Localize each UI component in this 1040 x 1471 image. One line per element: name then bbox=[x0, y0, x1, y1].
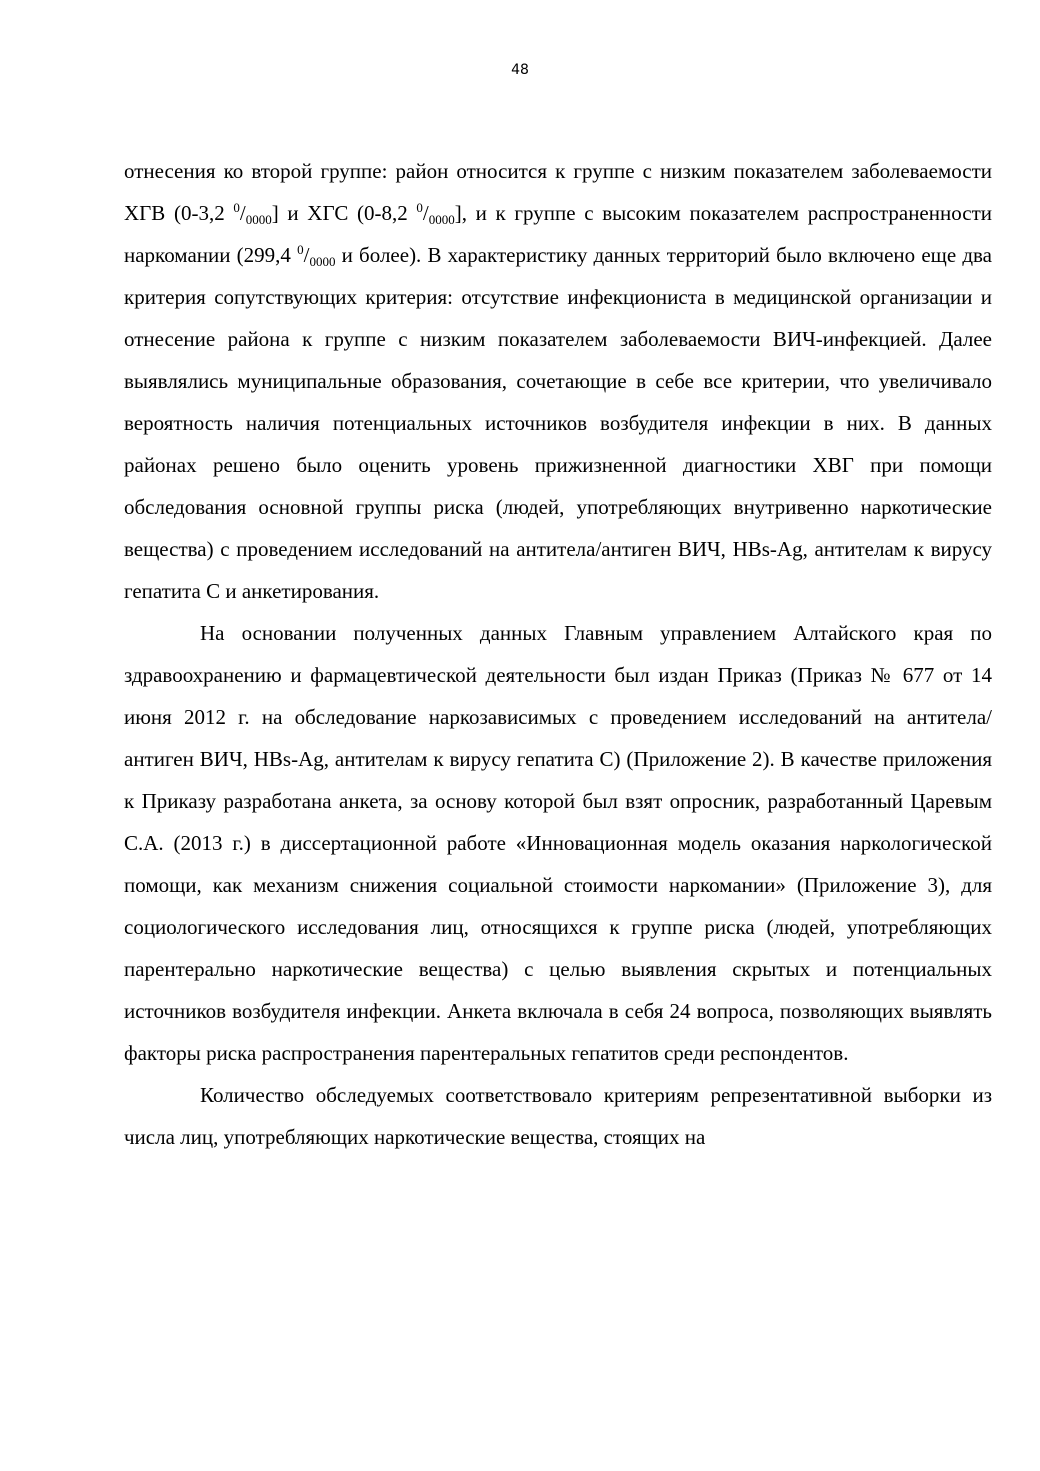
unit-subscript-3: 0000 bbox=[309, 254, 336, 269]
unit-superscript-2: 0 bbox=[416, 200, 423, 215]
paragraph-1-text-b: ] и ХГС (0-8,2 bbox=[271, 201, 417, 225]
unit-slash-3: / bbox=[303, 243, 310, 267]
paragraph-3: Количество обследуемых соответствовало критериям репрезентативной выборки из числа лиц, употребляющих наркотические вещества, стоящих на bbox=[124, 1083, 992, 1149]
paragraph-2: На основании полученных данных Главным управлением Алтайского края по здравоохранению и фармацевтической деятельности был издан Приказ (Приказ № 677 от 14 июня 2012 г. на обследование наркозависимых с проведением исследований на антитела/антиген ВИЧ, HBs-Ag, антителам к вирусу гепатита С) (Приложение 2). В качестве приложения к Приказу разработана анкета, за основу которой был взят опросник, разработанный Царевым С.А. (2013 г.) в диссертационной работе «Инновационная модель оказания наркологической помощи, как механизм снижения социальной стоимости наркомании» (Приложение 3), для социологического исследования лиц, относящихся к группе риска (людей, употребляющих парентерально наркотические вещества) с целью выявления скрытых и потенциальных источников возбудителя инфекции. Анкета включала в себя 24 вопроса, позволяющих выявлять факторы риска распространения парентеральных гепатитов среди респондентов. bbox=[124, 621, 992, 1065]
paragraph-1 bbox=[124, 150, 992, 612]
unit-slash-2: / bbox=[422, 201, 429, 225]
unit-subscript-1: 0000 bbox=[245, 212, 272, 227]
unit-superscript-1: 0 bbox=[233, 200, 240, 215]
paragraph-1-text-a: отнесения ко второй группе: район относится к группе с низким показателем заболеваемости ХГВ (0-3,2 bbox=[124, 159, 992, 225]
unit-subscript-2: 0000 bbox=[428, 212, 455, 227]
page-number: 48 bbox=[511, 62, 529, 78]
paragraph-1-text-c: ], и к группе с высоким показателем распространенности наркомании (299,4 bbox=[124, 201, 992, 267]
document-body bbox=[124, 150, 992, 1158]
unit-slash-1: / bbox=[239, 201, 246, 225]
unit-superscript-3: 0 bbox=[297, 242, 304, 257]
paragraph-1-text-d: и более). В характеристику данных территорий было включено еще два критерия сопутствующих критерия: отсутствие инфекциониста в медицинской организации и отнесение района к группе с низким показателем заболеваемости ВИЧ-инфекцией. Далее выявлялись муниципальные образования, сочетающие в себе все критерии, что увеличивало вероятность наличия потенциальных источников возбудителя инфекции в них. В данных районах решено было оценить уровень прижизненной диагностики ХВГ при помощи обследования основной группы риска (людей, употребляющих внутривенно наркотические вещества) с проведением исследований на антитела/антиген ВИЧ, HBs-Ag, антителам к вирусу гепатита С и анкетирования. bbox=[124, 243, 992, 603]
